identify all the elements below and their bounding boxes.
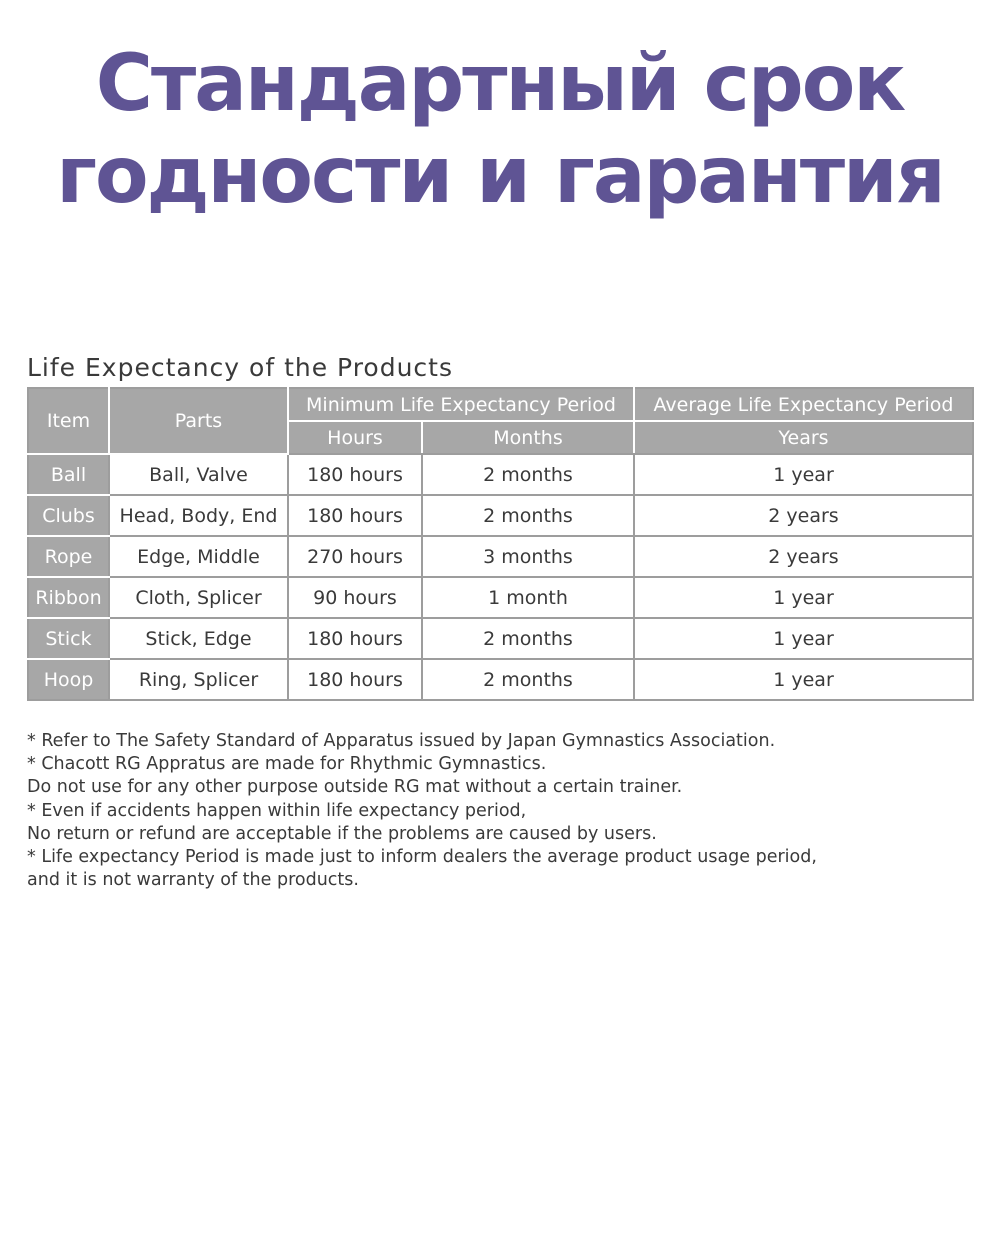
footnote-line: * Even if accidents happen within life expectancy period, [27,800,527,821]
row-hours: 270 hours [288,536,422,577]
footnote-line: No return or refund are acceptable if the problems are caused by users. [27,823,657,844]
header-years: Years [634,421,973,454]
row-hours: 180 hours [288,495,422,536]
table-row [28,577,973,618]
row-months: 2 months [422,454,634,495]
page-title-line-2: годности и гарантия [56,131,944,221]
row-item: Clubs [28,495,109,536]
header-item: Item [28,388,109,454]
table-row [28,618,973,659]
row-years: 1 year [634,577,973,618]
footnote-line: and it is not warranty of the products. [27,870,359,891]
footnote-line: * Chacott RG Appratus are made for Rhythmic Gymnastics. [27,754,547,775]
row-years: 1 year [634,454,973,495]
header-row-top [28,388,973,421]
table-header [28,388,973,454]
footnote-line: * Life expectancy Period is made just to inform dealers the average product usage period, [27,847,817,868]
row-years: 1 year [634,618,973,659]
table-caption: Life Expectancy of the Products [27,353,454,382]
footnote-line: * Refer to The Safety Standard of Apparatus issued by Japan Gymnastics Association. [27,731,776,751]
header-months: Months [422,421,634,454]
footnotes [27,730,972,892]
table-row [28,454,973,495]
row-parts: Ball, Valve [109,454,288,495]
row-item: Ball [28,454,109,495]
row-months: 3 months [422,536,634,577]
row-parts: Stick, Edge [109,618,288,659]
row-hours: 180 hours [288,659,422,700]
table-row [28,659,973,700]
row-parts: Edge, Middle [109,536,288,577]
row-months: 2 months [422,659,634,700]
row-hours: 180 hours [288,454,422,495]
row-hours: 90 hours [288,577,422,618]
footnote-line: Do not use for any other purpose outside RG mat without a certain trainer. [27,777,683,798]
table-row [28,495,973,536]
header-parts: Parts [109,388,288,454]
life-expectancy-table [27,387,974,701]
row-item: Stick [28,618,109,659]
row-parts: Cloth, Splicer [109,577,288,618]
row-hours: 180 hours [288,618,422,659]
header-min-life-expectancy: Minimum Life Expectancy Period [288,388,634,421]
row-months: 1 month [422,577,634,618]
row-parts: Head, Body, End [109,495,288,536]
header-avg-life-expectancy: Average Life Expectancy Period [634,388,973,421]
row-years: 1 year [634,659,973,700]
row-months: 2 months [422,618,634,659]
row-years: 2 years [634,536,973,577]
table-body [28,454,973,700]
header-hours: Hours [288,421,422,454]
page-title-line-1: Стандартный срок [95,39,905,129]
row-years: 2 years [634,495,973,536]
row-item: Rope [28,536,109,577]
row-months: 2 months [422,495,634,536]
table-row [28,536,973,577]
row-item: Ribbon [28,577,109,618]
row-item: Hoop [28,659,109,700]
row-parts: Ring, Splicer [109,659,288,700]
page-title [0,38,1000,222]
